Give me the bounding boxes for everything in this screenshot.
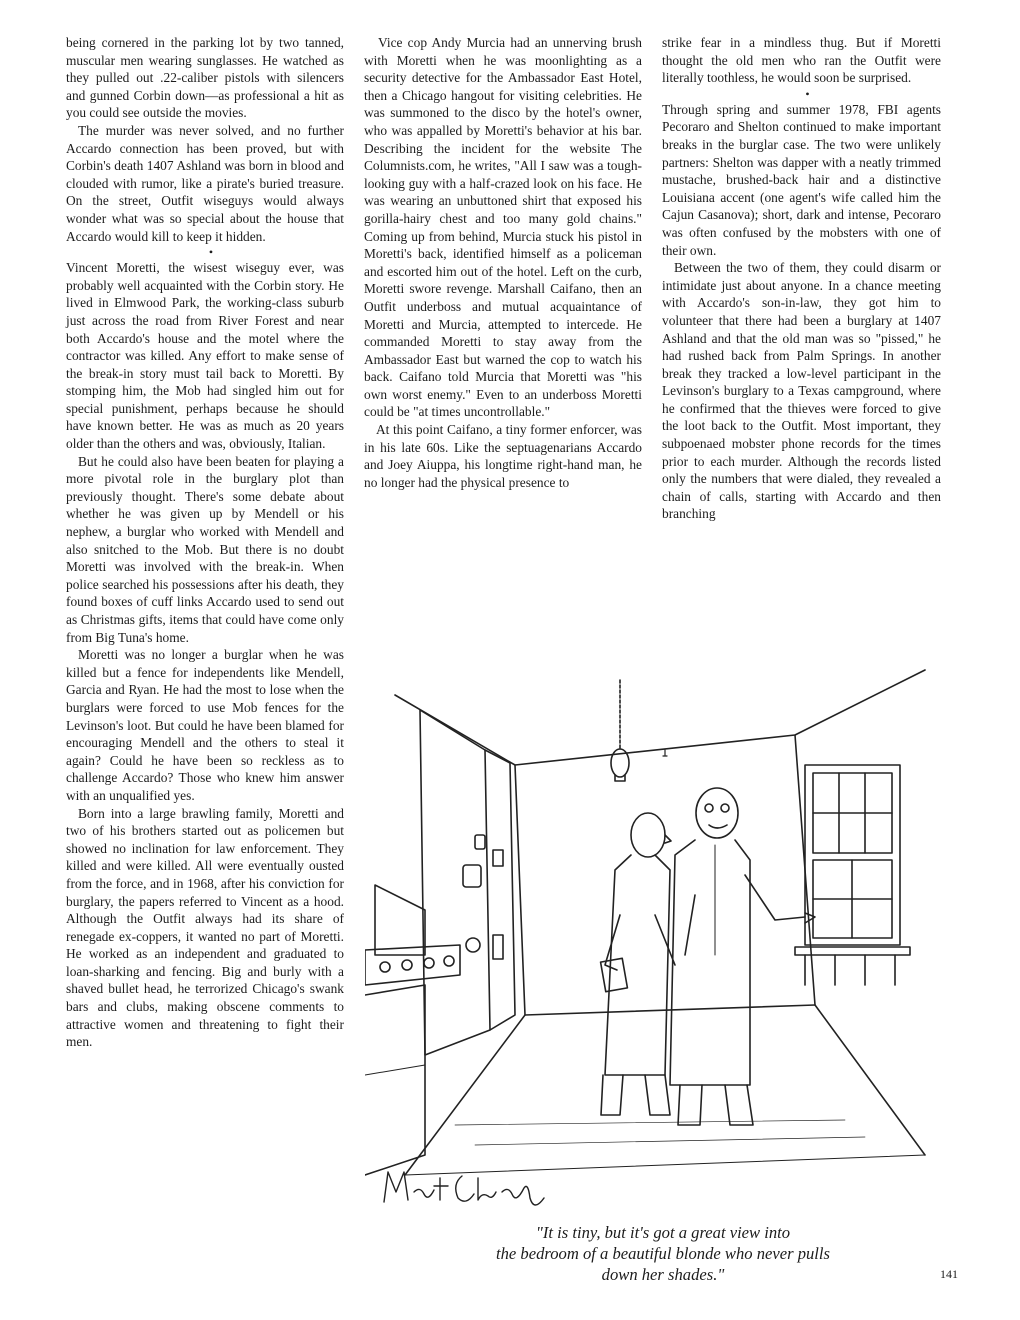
vault-door: [420, 710, 515, 1055]
section-separator: •: [208, 245, 214, 260]
cartoon-caption: [420, 1222, 906, 1285]
paragraph: Between the two of them, they could disarm or intimidate just about anyone. In a chance meeting with Accardo's son-in-law, they got him to volunteer that there had been a burglary at 1407 Ashland and that the old man was so "pissed," he had rushed back from Palm Springs. In another break they tracked a low-level participant in the Levinson's burglary to a Texas campground, where he confirmed that the thieves were forced to give the loot back to the Outfit. Most important, they subpoenaed mobster phone records for the times prior to each murder. Although the records listed only the numbers that were dialed, they revealed a chain of calls, starting with Accardo and then branching: [662, 260, 941, 522]
room-walls: [395, 670, 925, 1175]
paragraph: But he could also have been beaten for playing a more pivotal role in the burglary plot than previously thought. There's some debate about whether he was given up by Mendell or his nephew, a burglar who worked with Mendell and also snitched to the Mob. But there is no doubt Moretti was involved with the break-in. When police searched his possessions after his death, they found boxes of cuff links Accardo used to send out as Christmas gifts, items that could have come only from Big Tuna's home.: [66, 453, 344, 645]
article-column-1: [66, 34, 344, 1051]
man-figure-right: [670, 788, 815, 1125]
article-column-3: [662, 34, 941, 523]
man-figure-left: [601, 813, 675, 1115]
paragraph: Born into a large brawling family, Moretti and two of his brothers started out as policemen but showed no inclination for law enforcement. They killed and were killed. All were eventually ousted from the force, and in 1968, after his conviction for burglary, the papers referred to Vincent as a hood. Although the Outfit always had its share of renegade ex-coppers, it wanted no part of Moretti. He worked as an independent and graduated to loan-sharking and fencing. Big and burly with a shaved bullet head, he terrorized Chicago's swank bars and clubs, making obscene comments to attractive women and threatening to fight their men.: [66, 805, 344, 1050]
paragraph: strike fear in a mindless thug. But if Moretti thought the old men who ran the Outfit were literally toothless, he would soon be surprised.: [662, 35, 941, 86]
window: [795, 765, 910, 985]
floor-shading: [455, 1120, 865, 1145]
paragraph: being cornered in the parking lot by two tanned, muscular men wearing sunglasses. He watched as they pulled out .22-caliber pistols with silencers and gunned Corbin down—as professional a hit as you could see outside the movies.: [66, 35, 344, 121]
paragraph: Vincent Moretti, the wisest wiseguy ever, was probably well acquainted with the Corbin story. He lived in Elmwood Park, the working-class suburb just across the road from River Forest and near both Accardo's house and the motel where the contractor was killed. Any effort to make sense of the break-in story must tail back to Moretti. By stomping him, the Mob had singled him out for special punishment, perhaps because he should have known better. He was as much as 20 years older than the others and was, obviously, Italian.: [66, 260, 344, 452]
caption-line: the bedroom of a beautiful blonde who never pulls: [496, 1244, 830, 1263]
caption-line: down her shades.": [601, 1265, 725, 1284]
section-separator: •: [805, 86, 810, 101]
cartoon-illustration: [365, 655, 943, 1215]
caption-line: "It is tiny, but it's got a great view into: [535, 1223, 791, 1242]
paragraph: At this point Caifano, a tiny former enforcer, was in his late 60s. Like the septuagenarians Accardo and Joey Aiuppa, his longtime right-hand man, he no longer had the physical presence to: [364, 422, 642, 490]
article-column-2: [364, 34, 642, 491]
kitchen-stove: [365, 885, 460, 1175]
paragraph: Through spring and summer 1978, FBI agents Pecoraro and Shelton continued to make important breaks in the burglar case. The two were unlikely partners: Shelton was dapper with a neatly trimmed mustache, brushed-back hair and a distinctive Louisiana accent (one agent's wife called him the Cajun Casanova); short, dark and intense, Pecoraro was often confused by the mobsters with one of their own.: [662, 101, 941, 258]
page-number: 141: [940, 1267, 958, 1281]
paragraph: Vice cop Andy Murcia had an unnerving brush with Moretti when he was moonlighting as a security detective for the Ambassador East Hotel, then a Chicago hangout for visiting celebrities. He was summoned to the disco by the hotel's owner, who was appalled by Moretti's behavior at his bar. Describing the incident for the website The Columnists.com, he writes, "All I saw was a tough-looking guy with a half-crazed look on his face. He was wearing an unbuttoned shirt that exposed his gorilla-hairy chest and too many gold chains." Coming up from behind, Murcia stuck his pistol in Moretti's back, identified himself as a policeman and escorted him out of the hotel. Left on the curb, Moretti swore revenge. Marshall Caifano, then an Outfit underboss and mutual acquaintance of Moretti and Murcia, attempted to intercede. He commanded Moretti to stay away from the Ambassador East but warned the cop to watch his back. Caifano told Murcia that Moretti was "his own worst enemy." Even to an underboss Moretti could be "at times uncontrollable.": [364, 35, 642, 420]
paragraph: Moretti was no longer a burglar when he was killed but a fence for independents like Mendell, Garcia and Ryan. He had the most to lose when the burglars were forced to use Mob fences for the Levinson's loot. But could he have been blamed for encouraging Mendell and the others to steal it again? Could he have been so reckless as to challenge Accardo? Those who knew him answer with an unqualified yes.: [66, 647, 344, 803]
paragraph: The murder was never solved, and no further Accardo connection has been proved, but with Corbin's death 1407 Ashland was born in blood and clouded with rumor, like a pirate's buried treasure. On the street, Outfit wiseguys would always wonder what was so special about the house that Accardo would kill to keep it hidden.: [66, 122, 344, 244]
hanging-bulb-icon: [611, 680, 629, 781]
artist-signature: [378, 1158, 578, 1218]
